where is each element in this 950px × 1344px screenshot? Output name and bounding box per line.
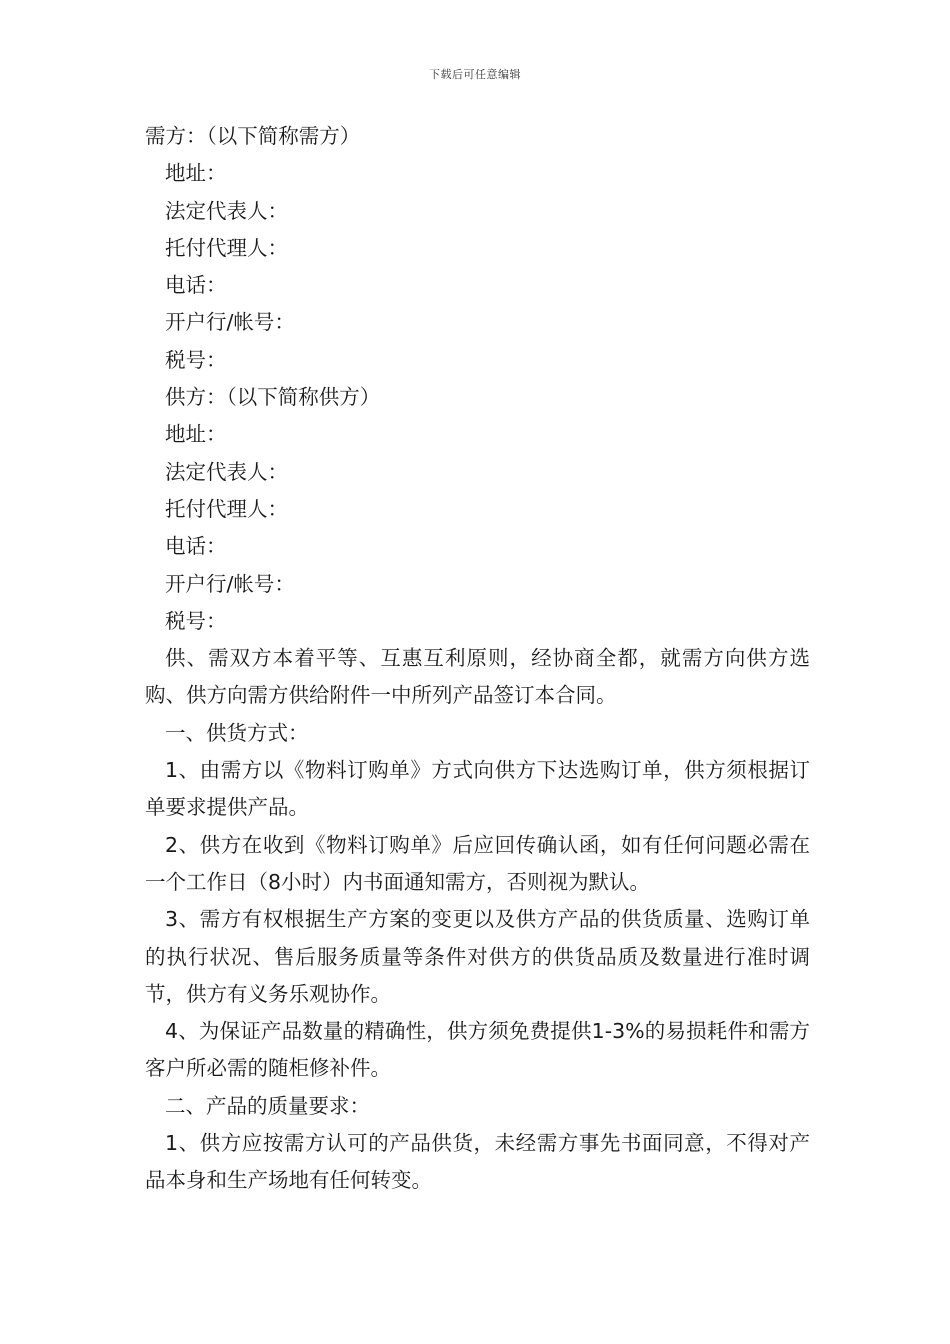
demander-address: 地址：	[165, 161, 227, 186]
supplier-bank: 开户行/帐号：	[165, 571, 295, 596]
contract-body	[145, 118, 810, 1200]
section1-heading: 一、供货方式：	[165, 720, 309, 745]
section1-item: 1、由需方以《物料订购单》方式向供方下达选购订单，供方须根据订单要求提供产品。	[145, 758, 810, 820]
demander-tax: 税号：	[165, 347, 227, 372]
section1-item: 4、为保证产品数量的精确性，供方须免费提供1-3%的易损耗件和需方客户所必需的随柜修补件。	[145, 1019, 810, 1081]
demander-bank: 开户行/帐号：	[165, 310, 295, 335]
supplier-tax: 税号：	[165, 608, 227, 633]
demander-title: 需方：（以下简称需方）	[145, 124, 361, 148]
intro-paragraph: 供、需双方本着平等、互惠互利原则，经协商全都，就需方向供方选购、供方向需方供给附件一中所列产品签订本合同。	[145, 646, 810, 708]
demander-phone: 电话：	[165, 273, 227, 298]
section1-item: 3、需方有权根据生产方案的变更以及供方产品的供货质量、选购订单的执行状况、售后服务质量等条件对供方的供货品质及数量进行准时调节，供方有义务乐观协作。	[145, 907, 810, 1006]
supplier-legal-rep: 法定代表人：	[165, 459, 288, 484]
demander-legal-rep: 法定代表人：	[165, 198, 288, 223]
section2-heading: 二、产品的质量要求：	[165, 1093, 370, 1118]
demander-agent: 托付代理人：	[165, 235, 288, 260]
supplier-address: 地址：	[165, 422, 227, 447]
section2-item: 1、供方应按需方认可的产品供货，未经需方事先书面同意，不得对产品本身和生产场地有任何转变。	[145, 1131, 810, 1193]
header-note: 下载后可任意编辑	[429, 68, 521, 81]
supplier-title: 供方：（以下简称供方）	[165, 385, 381, 410]
supplier-phone: 电话：	[165, 534, 227, 559]
section1-item: 2、供方在收到《物料订购单》后应回传确认函，如有任何问题必需在一个工作日（8小时）内书面通知需方，否则视为默认。	[145, 832, 810, 894]
supplier-agent: 托付代理人：	[165, 496, 288, 521]
